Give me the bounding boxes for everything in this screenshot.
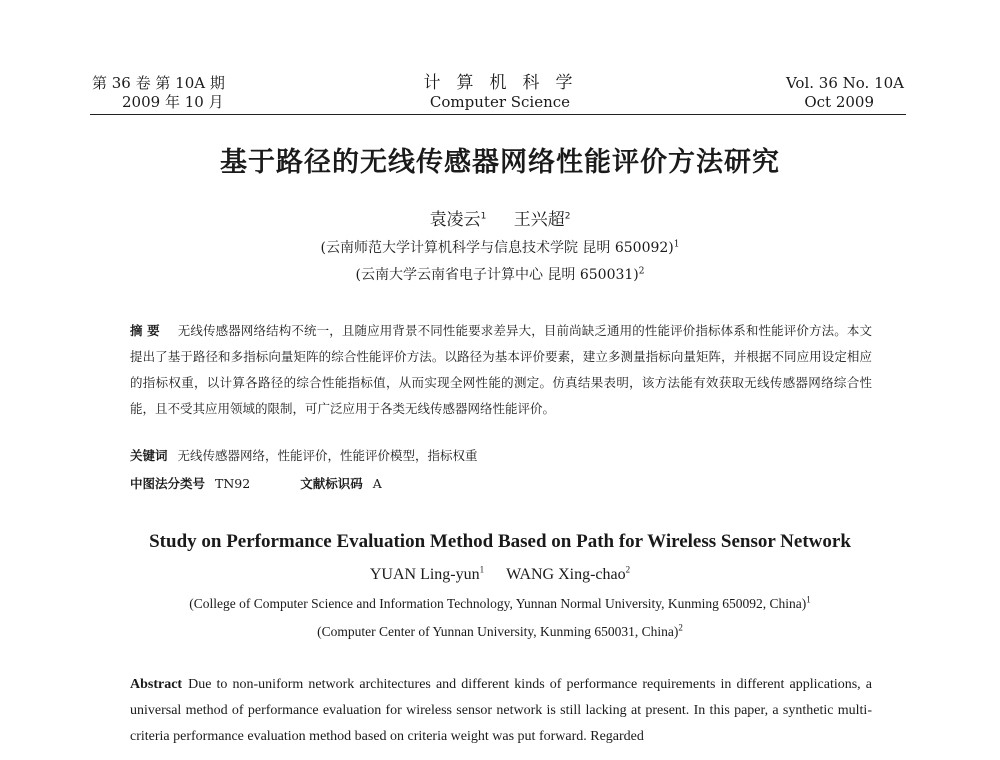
author-en-1: YUAN Ling-yun$^1$ xyxy=(369,564,485,583)
header-rule xyxy=(90,114,906,115)
journal-name-en: Computer Science xyxy=(429,93,571,111)
affiliation-en-1: (College of Computer Science and Information Technology, Yunnan Normal University, Kunming 650092, China)$^1$ xyxy=(189,594,811,611)
volume-issue: 第 36 卷 第 10A 期 xyxy=(92,74,225,92)
authors-en xyxy=(0,566,1000,584)
abstract-cn xyxy=(130,318,872,422)
affiliation-cn-2: (云南大学云南省电子计算中心 昆明 650031)$^2$ xyxy=(355,266,645,283)
keywords-cn-label: 关键词 xyxy=(130,448,168,463)
affiliation-en-2: (Computer Center of Yunnan University, Kunming 650031, China)$^2$ xyxy=(317,622,683,639)
abstract-cn-text: 无线传感器网络结构不统一，且随应用背景不同性能要求差异大，目前尚缺乏通用的性能评价指标体系和性能评价方法。本文提出了基于路径和多指标向量矩阵的综合性能评价方法。以路径为基本评价要素，建立多测量指标向量矩阵，并根据不同应用设定相应的指标权重，以计算各路径的综合性能指标值，从而实现全网性能的测定。仿真结果表明，该方法能有效获取无线传感器网络综合性能，且不受其应用领域的限制，可广泛应用于各类无线传感器网络性能评价。 xyxy=(130,323,872,416)
issue-date: 2009 年 10 月 xyxy=(122,93,224,111)
doc-code-value: A xyxy=(372,476,382,491)
author-cn-2: 王兴超$^2$ xyxy=(513,210,571,230)
date-en: Oct 2009 xyxy=(804,93,874,111)
paper-title-en: Study on Performance Evaluation Method Based on Path for Wireless Sensor Network xyxy=(149,531,851,552)
abstract-en-text: Due to non-uniform network architectures and different kinds of performance requirements in different applications, a universal method of performance evaluation for wireless sensor network is still lacking at present. In this paper, a synthetic multi-criteria performance evaluation method based on criteria weight was put forward. Regarded xyxy=(130,677,872,744)
classification-cn xyxy=(130,474,382,492)
clc-label: 中图法分类号 xyxy=(130,476,206,491)
clc-value: TN92 xyxy=(215,476,251,491)
author-cn-1: 袁凌云$^1$ xyxy=(429,210,487,230)
journal-name-cn: 计算机科学 xyxy=(423,73,589,93)
volume-en: Vol. 36 No. 10A xyxy=(785,74,904,92)
paper-title-cn: 基于路径的无线传感器网络性能评价方法研究 xyxy=(220,147,780,178)
affiliation-cn-1: (云南师范大学计算机科学与信息技术学院 昆明 650092)$^1$ xyxy=(320,239,680,256)
journal-volume-en xyxy=(786,74,904,112)
abstract-en-label: Abstract xyxy=(130,677,183,692)
author-en-2: WANG Xing-chao$^2$ xyxy=(506,564,631,583)
abstract-cn-label: 摘 要 xyxy=(130,323,160,338)
keywords-cn xyxy=(130,446,478,464)
authors-cn xyxy=(0,205,1000,230)
abstract-en xyxy=(130,672,872,750)
keywords-cn-text: 无线传感器网络，性能评价，性能评价模型，指标权重 xyxy=(177,448,478,463)
doc-code-label: 文献标识码 xyxy=(300,476,363,491)
